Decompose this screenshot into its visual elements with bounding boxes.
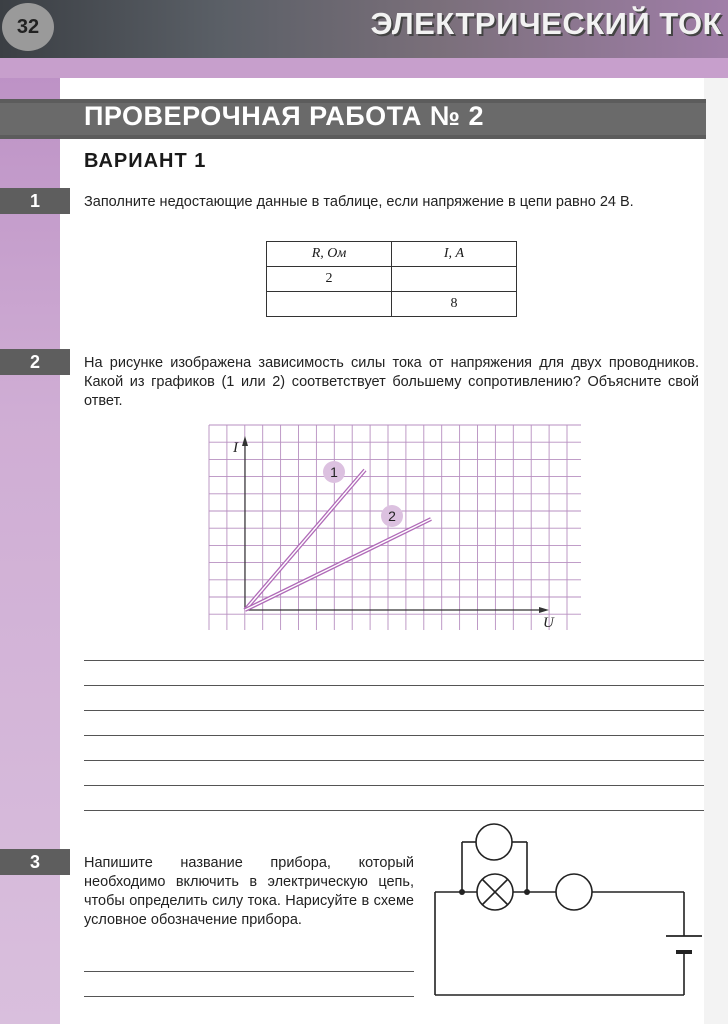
y-axis-label: I: [233, 440, 238, 456]
resistance-current-table: [266, 241, 517, 317]
answer-line[interactable]: [84, 685, 704, 686]
answer-line[interactable]: [84, 760, 704, 761]
table-header-row: [267, 242, 517, 267]
test-title: ПРОВЕРОЧНАЯ РАБОТА № 2: [84, 101, 485, 131]
task-1-badge: [0, 188, 70, 214]
task-2-text: На рисунке изображена зависимость силы тока от напряжения для двух проводников. Какой из графиков (1 или 2) соответствует большему сопротивлению? Объясните свой ответ.: [84, 355, 699, 409]
circuit-diagram: [430, 820, 700, 1000]
answer-line[interactable]: [84, 735, 704, 736]
task-1-number: 1: [29, 190, 40, 211]
table-row: [267, 267, 517, 292]
battery-symbol: [666, 936, 702, 952]
junction-dot: [459, 889, 465, 895]
line-1-label: 1: [330, 464, 338, 480]
table-cell[interactable]: 2: [267, 267, 392, 292]
page-number-badge: [2, 3, 54, 51]
task-3-badge: [0, 849, 70, 875]
series-meter-circle: [556, 874, 592, 910]
table-cell-empty[interactable]: [267, 292, 392, 317]
table-cell[interactable]: 8: [392, 292, 517, 317]
answer-line[interactable]: [84, 810, 704, 811]
lamp-symbol: [477, 874, 513, 910]
upper-meter-circle: [476, 824, 512, 860]
x-axis-label: U: [543, 615, 554, 631]
table-header-i: I, А: [392, 242, 517, 267]
answer-line[interactable]: [84, 660, 704, 661]
page-number: 32: [16, 15, 40, 38]
task-1-text: Заполните недостающие данные в таблице, если напряжение в цепи равно 24 В.: [84, 194, 634, 210]
table-header-r: R, Ом: [267, 242, 392, 267]
right-edge: [704, 78, 728, 1024]
task-3-number: 3: [29, 851, 40, 872]
graph-line-2: [245, 519, 431, 610]
answer-line[interactable]: [84, 971, 414, 972]
table-row: [267, 292, 517, 317]
answer-line[interactable]: [84, 996, 414, 997]
variant-heading: ВАРИАНТ 1: [84, 150, 207, 172]
task-3-text: Напишите название прибора, который необходимо включить в электрическую цепь, чтобы определить силу тока. Нарисуйте в схеме условное обозначение прибора.: [84, 855, 414, 928]
x-axis-arrow: [539, 607, 549, 613]
answer-line[interactable]: [84, 710, 704, 711]
chapter-title: ЭЛЕКТРИЧЕСКИЙ ТОК: [370, 6, 722, 41]
current-voltage-graph: [205, 420, 585, 635]
task-2-badge: [0, 349, 70, 375]
table-cell-empty[interactable]: [392, 267, 517, 292]
top-strip: [0, 58, 728, 78]
answer-line[interactable]: [84, 785, 704, 786]
line-2-label: 2: [388, 508, 396, 524]
y-axis-arrow: [242, 436, 248, 446]
junction-dot: [524, 889, 530, 895]
task-2-number: 2: [29, 351, 40, 372]
